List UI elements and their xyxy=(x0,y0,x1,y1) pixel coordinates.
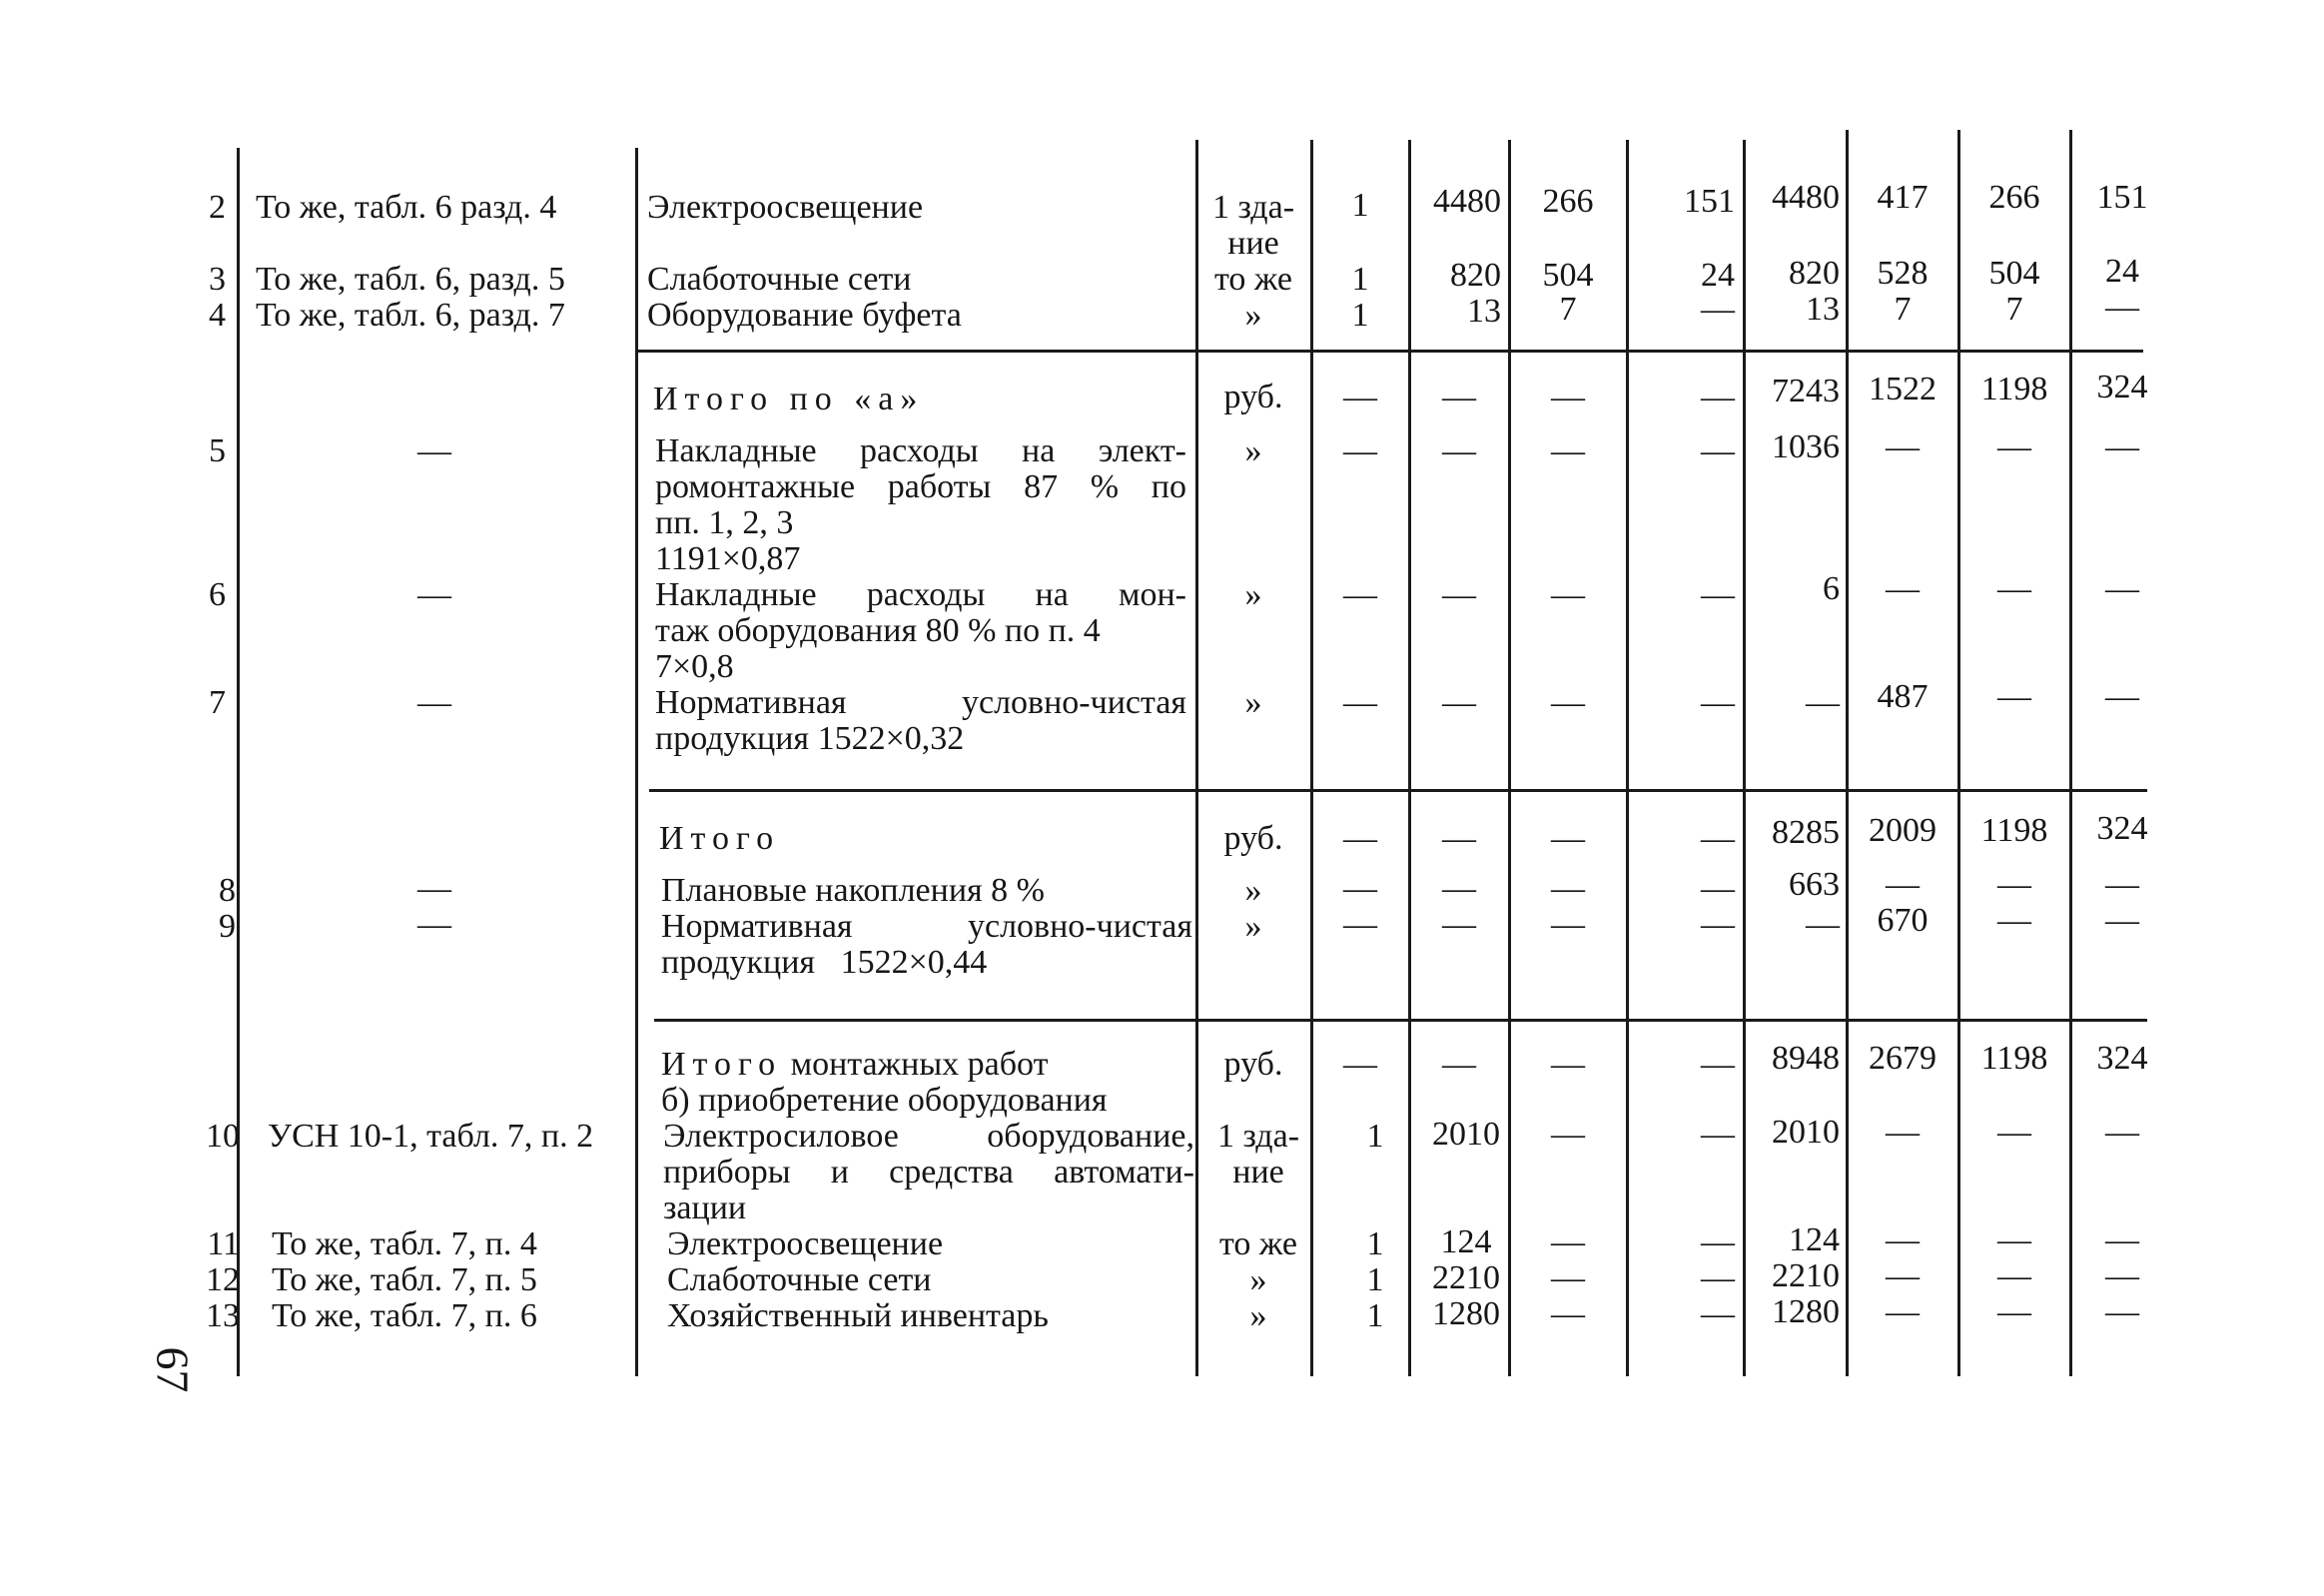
row-rule xyxy=(649,789,2147,792)
column-rule xyxy=(635,148,638,1376)
row-rule xyxy=(635,350,2143,353)
row-rule xyxy=(654,1019,2147,1022)
page-number: 67 xyxy=(147,1346,199,1393)
section-heading: б) приобретение оборудования xyxy=(661,1082,1108,1119)
column-rule xyxy=(237,148,240,1376)
